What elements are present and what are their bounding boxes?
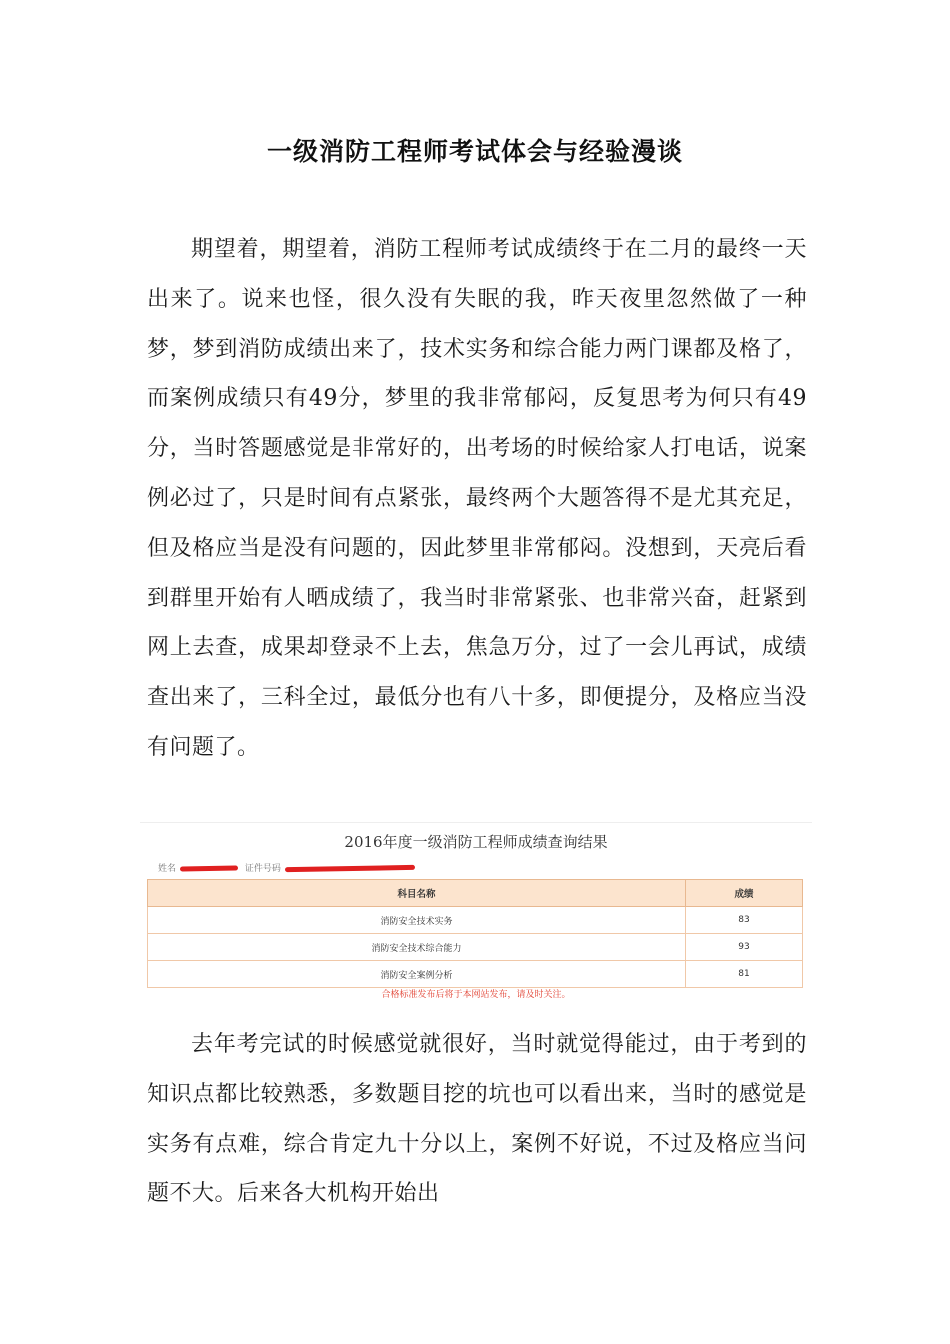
id-label: 证件号码 (244, 864, 281, 874)
subject-cell: 消防安全案例分析 (148, 961, 686, 988)
name-redaction-mark (180, 865, 238, 871)
body-paragraph-2: 去年考完试的时候感觉就很好，当时就觉得能过，由于考到的知识点都比较熟悉，多数题目挖的坑也可以看出来，当时的感觉是实务有点难，综合肯定九十分以上，案例不好说，不过及格应当问题不大。后来各大机构开始出 (147, 1032, 807, 1207)
score-column-header: 成绩 (686, 880, 803, 907)
score-table (147, 879, 803, 988)
id-redaction-mark (285, 865, 415, 872)
table-row (148, 907, 803, 934)
subject-cell: 消防安全技术综合能力 (148, 934, 686, 961)
body-paragraph-1: 期望着，期望着，消防工程师考试成绩终于在二月的最终一天出来了。说来也怪，很久没有失眠的我，昨天夜里忽然做了一种梦，梦到消防成绩出来了，技术实务和综合能力两门课都及格了，而案例成绩只有49分，梦里的我非常郁闷，反复思考为何只有49分，当时答题感觉是非常好的，出考场的时候给家人打电话，说案例必过了，只是时间有点紧张，最终两个大题答得不是尤其充足，但及格应当是没有问题的，因此梦里非常郁闷。没想到，天亮后看到群里开始有人晒成绩了，我当时非常紧张、也非常兴奋，赶紧到网上去查，成果却登录不上去，焦急万分，过了一会儿再试，成绩查出来了，三科全过，最低分也有八十多，即便提分，及格应当没有问题了。 (147, 237, 807, 760)
notice-text: 合格标准发布后将于本网站发布，请及时关注。 (381, 990, 571, 1000)
table-header-row (148, 880, 803, 907)
score-result-screenshot (140, 822, 812, 1003)
score-cell: 93 (686, 934, 803, 961)
page-title: 一级消防工程师考试体会与经验漫谈 (266, 137, 683, 166)
name-label: 姓名 (158, 864, 177, 874)
identity-row (158, 861, 419, 874)
table-row (148, 934, 803, 961)
result-title: 2016年度一级消防工程师成绩查询结果 (344, 833, 608, 851)
table-row (148, 961, 803, 988)
subject-column-header: 科目名称 (148, 880, 686, 907)
score-cell: 81 (686, 961, 803, 988)
score-cell: 83 (686, 907, 803, 934)
subject-cell: 消防安全技术实务 (148, 907, 686, 934)
